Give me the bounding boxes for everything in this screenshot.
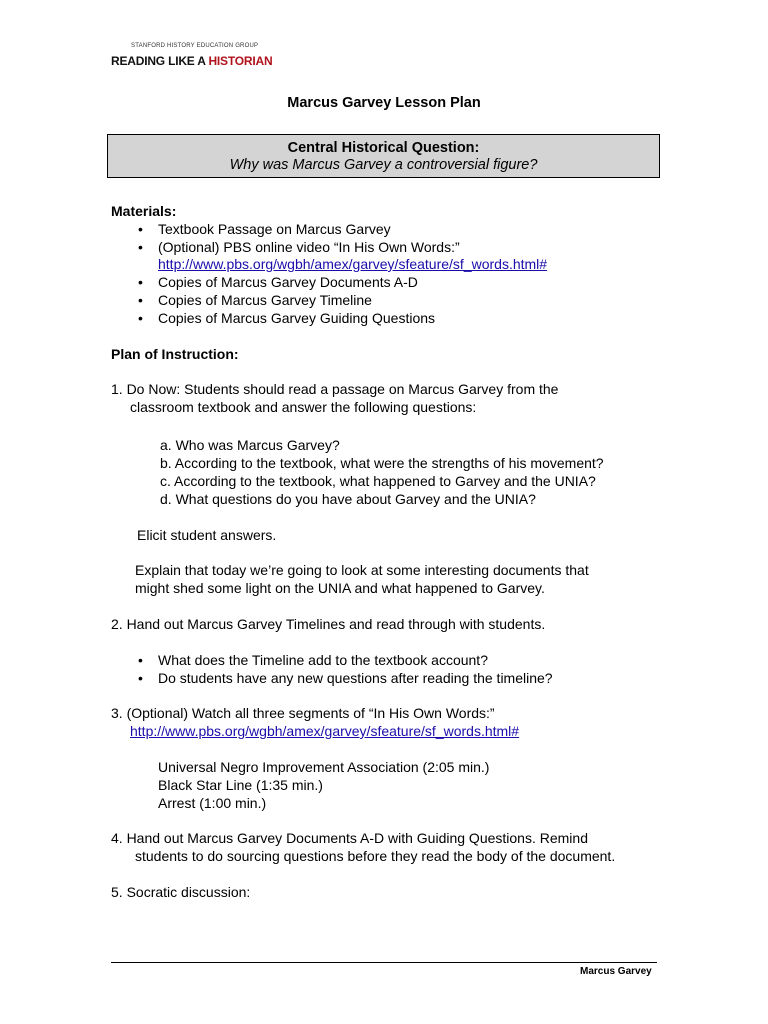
question-item: b. According to the textbook, what were the strengths of his movement? bbox=[160, 455, 604, 471]
step4-text-cont: students to do sourcing questions before they read the body of the document. bbox=[135, 848, 616, 864]
central-question-label: Central Historical Question: bbox=[287, 140, 480, 156]
logo-text-part1: READING LIKE A bbox=[111, 54, 209, 68]
question-item: d. What questions do you have about Garvey and the UNIA? bbox=[160, 491, 536, 507]
explain-text: Explain that today we’re going to look at some interesting documents that bbox=[135, 562, 589, 578]
step5-text: 5. Socratic discussion: bbox=[111, 884, 251, 900]
step2-bullet: What does the Timeline add to the textbook account? bbox=[158, 652, 488, 668]
footer-divider bbox=[111, 962, 657, 963]
step2-bullet: Do students have any new questions after reading the timeline? bbox=[158, 670, 553, 686]
bullet-icon: • bbox=[138, 274, 143, 290]
bullet-icon: • bbox=[138, 292, 143, 308]
footer-title: Marcus Garvey bbox=[580, 966, 652, 977]
materials-item: Copies of Marcus Garvey Guiding Questions bbox=[158, 310, 436, 326]
plan-heading: Plan of Instruction: bbox=[111, 346, 239, 362]
materials-item: Copies of Marcus Garvey Timeline bbox=[158, 292, 372, 308]
page-title: Marcus Garvey Lesson Plan bbox=[287, 95, 481, 111]
materials-item: (Optional) PBS online video “In His Own Words:” bbox=[158, 239, 460, 255]
materials-item: Textbook Passage on Marcus Garvey bbox=[158, 221, 391, 237]
bullet-icon: • bbox=[138, 310, 143, 326]
bullet-icon: • bbox=[138, 652, 143, 668]
question-item: c. According to the textbook, what happened to Garvey and the UNIA? bbox=[160, 473, 596, 489]
segment-item: Black Star Line (1:35 min.) bbox=[158, 777, 323, 793]
logo-text-part2: HISTORIAN bbox=[208, 54, 273, 68]
step2-text: 2. Hand out Marcus Garvey Timelines and read through with students. bbox=[111, 616, 546, 632]
logo-org-text: STANFORD HISTORY EDUCATION GROUP bbox=[131, 43, 259, 49]
materials-item: Copies of Marcus Garvey Documents A-D bbox=[158, 274, 418, 290]
bullet-icon: • bbox=[138, 221, 143, 237]
segment-item: Arrest (1:00 min.) bbox=[158, 795, 267, 811]
explain-text-cont: might shed some light on the UNIA and what happened to Garvey. bbox=[135, 580, 545, 596]
elicit-text: Elicit student answers. bbox=[137, 527, 277, 543]
step4-text: 4. Hand out Marcus Garvey Documents A-D with Guiding Questions. Remind bbox=[111, 830, 588, 846]
step1-text-cont: classroom textbook and answer the following questions: bbox=[130, 399, 477, 415]
bullet-icon: • bbox=[138, 670, 143, 686]
logo bbox=[111, 54, 272, 68]
materials-heading: Materials: bbox=[111, 203, 177, 219]
pbs-video-link[interactable]: http://www.pbs.org/wgbh/amex/garvey/sfeature/sf_words.html# bbox=[158, 256, 548, 272]
central-question-box bbox=[107, 134, 660, 178]
step3-text: 3. (Optional) Watch all three segments of “In His Own Words:” bbox=[111, 705, 495, 721]
central-question-text: Why was Marcus Garvey a controversial figure? bbox=[229, 157, 538, 173]
segment-item: Universal Negro Improvement Association (2:05 min.) bbox=[158, 759, 490, 775]
bullet-icon: • bbox=[138, 239, 143, 255]
question-item: a. Who was Marcus Garvey? bbox=[160, 437, 340, 453]
pbs-segments-link[interactable]: http://www.pbs.org/wgbh/amex/garvey/sfeature/sf_words.html# bbox=[130, 723, 520, 739]
step1-text: 1. Do Now: Students should read a passage on Marcus Garvey from the bbox=[111, 381, 559, 397]
